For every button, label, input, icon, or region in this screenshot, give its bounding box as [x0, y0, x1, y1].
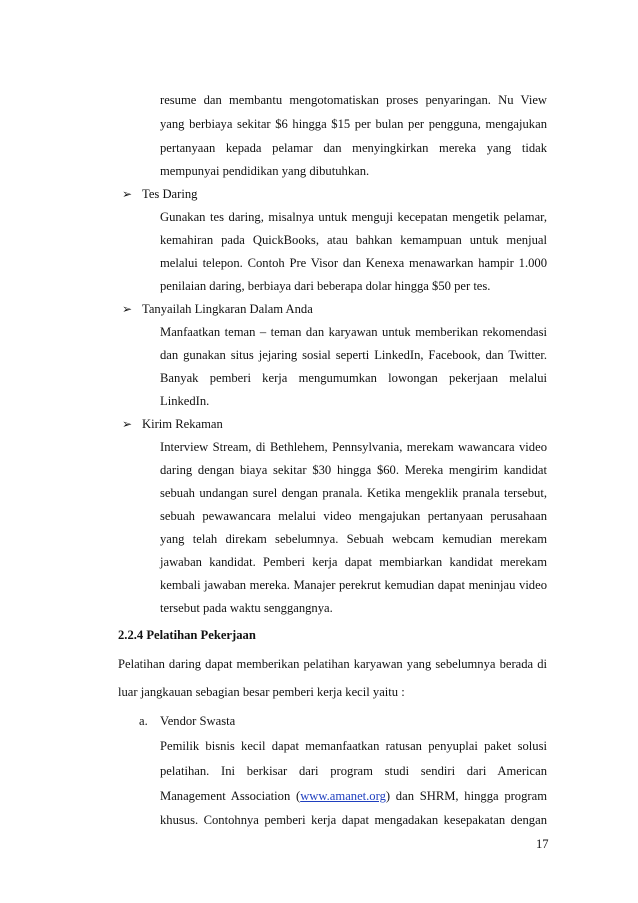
text-line: penilaian daring, berbiaya dari beberapa dolar hingga $50 per tes. — [160, 279, 491, 293]
bullet-title: Tanyailah Lingkaran Dalam Anda — [142, 302, 313, 316]
text-line: khusus. Contohnya pemberi kerja dapat mengadakan kesepakatan dengan — [160, 813, 547, 827]
amanet-link[interactable]: www.amanet.org — [300, 789, 386, 803]
text-line: tersebut pada waktu senggangnya. — [160, 601, 333, 615]
text-line: yang telah direkam sebelumnya. Sebuah webcam kemudian merekam — [160, 532, 547, 546]
arrow-bullet-icon: ➢ — [122, 187, 133, 201]
arrow-bullet-icon: ➢ — [122, 417, 133, 431]
text-line: kembali jawaban mereka. Manajer perekrut kemudian dapat meninjau video — [160, 578, 547, 592]
text-line: mempunyai pendidikan yang dibutuhkan. — [160, 164, 370, 178]
text-line: kemahiran pada QuickBooks, atau bahkan kemampuan untuk menjual — [160, 233, 547, 247]
list-marker: a. — [139, 714, 148, 728]
bullet-title: Tes Daring — [142, 187, 198, 201]
text-line: pelatihan. Ini berkisar dari program studi sendiri dari American — [160, 764, 547, 778]
text-fragment: ) dan SHRM, hingga program — [385, 789, 547, 803]
arrow-bullet-icon: ➢ — [122, 302, 133, 316]
text-line: melalui telepon. Contoh Pre Visor dan Kenexa menawarkan hampir 1.000 — [160, 256, 547, 270]
text-line: sebuah pewawancara melalui video mengajukan pertanyaan perusahaan — [160, 509, 547, 523]
text-fragment: Management Association ( — [160, 789, 301, 803]
text-line: daring dengan biaya sekitar $30 hingga $60. Mereka mengirim kandidat — [160, 463, 547, 477]
text-line: Interview Stream, di Bethlehem, Pennsylvania, merekam wawancara video — [160, 440, 547, 454]
text-line: jawaban kandidat. Pemberi kerja dapat membiarkan kandidat merekam — [160, 555, 547, 569]
page-number: 17 — [536, 837, 549, 851]
text-line — [160, 788, 547, 804]
list-title: Vendor Swasta — [160, 714, 236, 728]
text-line: dan gunakan situs jejaring sosial seperti LinkedIn, Facebook, dan Twitter. — [160, 348, 547, 362]
text-line: yang berbiaya sekitar $6 hingga $15 per bulan per pengguna, mengajukan — [160, 117, 547, 131]
text-line: resume dan membantu mengotomatiskan proses penyaringan. Nu View — [160, 93, 547, 107]
text-line: Pemilik bisnis kecil dapat memanfaatkan ratusan penyuplai paket solusi — [160, 739, 547, 753]
text-line: Pelatihan daring dapat memberikan pelatihan karyawan yang sebelumnya berada di — [118, 657, 547, 671]
bullet-title: Kirim Rekaman — [142, 417, 223, 431]
section-heading: 2.2.4 Pelatihan Pekerjaan — [118, 628, 256, 642]
text-line: pertanyaan kepada pelamar dan menyingkirkan mereka yang tidak — [160, 141, 547, 155]
text-line: sebuah undangan surel dengan pranala. Ketika mengeklik pranala tersebut, — [160, 486, 547, 500]
text-line: Manfaatkan teman – teman dan karyawan untuk memberikan rekomendasi — [160, 325, 547, 339]
text-line: luar jangkauan sebagian besar pemberi kerja kecil yaitu : — [118, 685, 405, 699]
text-line: Gunakan tes daring, misalnya untuk menguji kecepatan mengetik pelamar, — [160, 210, 547, 224]
text-line: Banyak pemberi kerja mengumumkan lowongan pekerjaan melalui — [160, 371, 547, 385]
text-line: LinkedIn. — [160, 394, 210, 408]
